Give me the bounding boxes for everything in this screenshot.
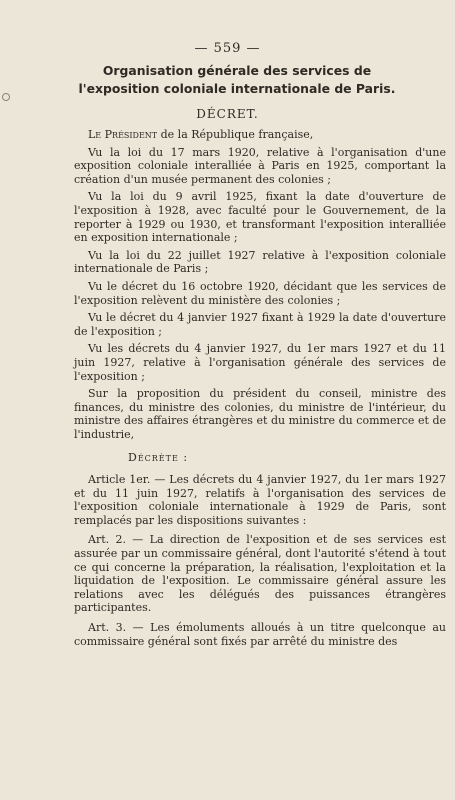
article-3 [74, 621, 446, 648]
decrete-label: Décrète : [128, 451, 189, 465]
article-2-label: Art. 2. [88, 533, 126, 547]
consideration: Sur la proposition du président du conseil, ministre des finances, du ministre des colonies, du ministre de l'intérieur, du ministre des affaires étrangères et du ministre du commerce et de l'industrie, [74, 387, 446, 441]
consideration: Vu la loi du 9 avril 1925, fixant la date d'ouverture de l'exposition à 1928, avec faculté pour le Gouvernement, de la reporter à 1929 ou 1930, et transformant l'exposition interalliée en exposition internationale ; [74, 190, 446, 245]
article-1-label: Article 1er. [88, 473, 151, 487]
decree-heading: DÉCRET. [196, 107, 259, 121]
president-label: Le Président [88, 128, 158, 141]
article-3-label: Art. 3. [88, 621, 127, 634]
preamble [74, 128, 446, 142]
page-number: — 559 — [194, 41, 261, 56]
article-1-text: — Les décrets du 4 janvier 1927, du 1er mars 1927 et du 11 juin 1927, relatifs à l'organisation des services de l'exposition coloniale internationale à 1929 de Paris, sont remplacés par les dispositions suivantes : [74, 473, 446, 527]
article-2-text: — La direction de l'exposition et de ses services est assurée par un commissaire général, dont l'autorité s'étend à tout ce qui concerne la préparation, la réalisation, l'exploitation et la liquidation de l'exposition. Le commissaire général assure les relations avec les délégués des puissances étrangères participantes. [74, 533, 446, 615]
consideration: Vu le décret du 16 octobre 1920, décidant que les services de l'exposition relèvent du ministère des colonies ; [74, 279, 446, 307]
article-1 [74, 473, 446, 527]
document-title: Organisation générale des services de l'exposition coloniale internationale de Paris. [78, 63, 396, 96]
president-rest: de la République française, [157, 128, 314, 141]
consideration: Vu le décret du 4 janvier 1927 fixant à 1929 la date d'ouverture de l'exposition ; [74, 311, 446, 338]
consideration: Vu la loi du 22 juillet 1927 relative à l'exposition coloniale internationale de Paris ; [74, 248, 446, 276]
document-body [74, 128, 446, 652]
consideration: Vu les décrets du 4 janvier 1927, du 1er mars 1927 et du 11 juin 1927, relative à l'organisation générale des services de l'exposition ; [74, 342, 446, 383]
margin-ring-mark [2, 93, 10, 101]
article-2 [74, 533, 446, 615]
consideration: Vu la loi du 17 mars 1920, relative à l'organisation d'une exposition coloniale interalliée à Paris en 1925, comportant la création d'un musée permanent des colonies ; [74, 145, 446, 186]
article-3-text: — Les émoluments alloués à un titre quelconque au commissaire général sont fixés par arrêté du ministre des [74, 621, 446, 648]
